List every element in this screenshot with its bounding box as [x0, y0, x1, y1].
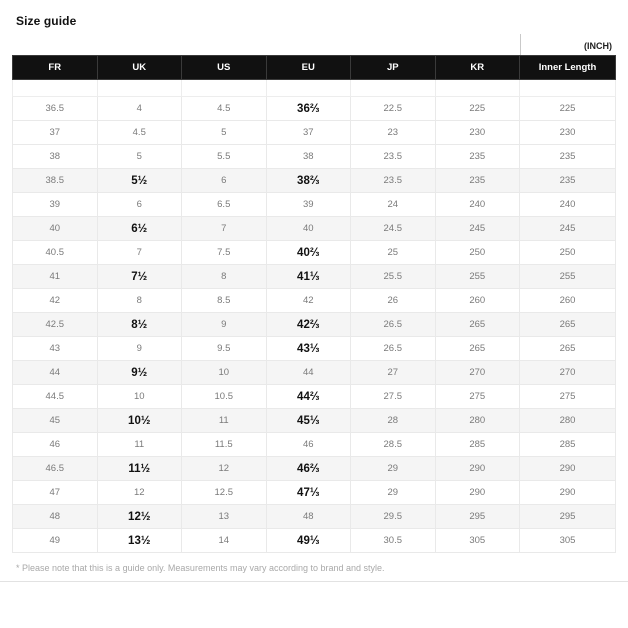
size-cell: 7: [182, 217, 267, 241]
table-row: [13, 433, 616, 457]
column-header: KR: [435, 56, 520, 80]
column-header: EU: [266, 56, 351, 80]
table-row: [13, 97, 616, 121]
size-cell: 23.5: [351, 145, 436, 169]
size-cell: 45⅓: [266, 409, 351, 433]
size-cell: 280: [520, 409, 616, 433]
size-cell: 255: [520, 265, 616, 289]
size-cell: 275: [520, 385, 616, 409]
size-cell: 4: [97, 97, 182, 121]
size-cell: 13½: [97, 529, 182, 553]
size-cell: 22.5: [351, 97, 436, 121]
spacer-cell: [97, 80, 182, 97]
size-cell: 295: [520, 505, 616, 529]
size-cell: 41: [13, 265, 98, 289]
size-cell: 13: [182, 505, 267, 529]
size-cell: 245: [435, 217, 520, 241]
inch-unit-label: (INCH): [584, 41, 612, 51]
size-cell: 6.5: [182, 193, 267, 217]
size-cell: 42: [266, 289, 351, 313]
size-cell: 38: [13, 145, 98, 169]
footnote: * Please note that this is a guide only. Measurements may vary according to brand and style.: [16, 563, 385, 573]
column-header: FR: [13, 56, 98, 80]
size-cell: 11: [182, 409, 267, 433]
page-title: Size guide: [16, 14, 77, 28]
size-cell: 290: [435, 457, 520, 481]
size-cell: 29: [351, 457, 436, 481]
size-cell: 49: [13, 529, 98, 553]
size-cell: 5: [97, 145, 182, 169]
table-row: [13, 121, 616, 145]
spacer-cell: [351, 80, 436, 97]
size-cell: 36.5: [13, 97, 98, 121]
size-cell: 27.5: [351, 385, 436, 409]
size-cell: 290: [520, 457, 616, 481]
size-cell: 270: [435, 361, 520, 385]
size-cell: 14: [182, 529, 267, 553]
table-row: [13, 361, 616, 385]
size-cell: 40: [13, 217, 98, 241]
size-cell: 10.5: [182, 385, 267, 409]
table-row: [13, 193, 616, 217]
size-cell: 240: [435, 193, 520, 217]
spacer-row: [13, 80, 616, 97]
size-cell: 26: [351, 289, 436, 313]
size-cell: 6½: [97, 217, 182, 241]
size-cell: 42⅔: [266, 313, 351, 337]
size-table-header: [13, 56, 616, 97]
spacer-cell: [13, 80, 98, 97]
size-cell: 240: [520, 193, 616, 217]
table-row: [13, 145, 616, 169]
size-cell: 36⅔: [266, 97, 351, 121]
table-row: [13, 409, 616, 433]
size-cell: 290: [520, 481, 616, 505]
size-cell: 290: [435, 481, 520, 505]
size-cell: 8: [97, 289, 182, 313]
size-cell: 235: [435, 169, 520, 193]
size-cell: 45: [13, 409, 98, 433]
size-cell: 44: [13, 361, 98, 385]
size-cell: 29: [351, 481, 436, 505]
table-row: [13, 241, 616, 265]
size-cell: 285: [435, 433, 520, 457]
size-cell: 250: [435, 241, 520, 265]
size-cell: 46: [266, 433, 351, 457]
size-cell: 37: [13, 121, 98, 145]
size-cell: 270: [520, 361, 616, 385]
size-cell: 40⅔: [266, 241, 351, 265]
table-row: [13, 505, 616, 529]
column-header: US: [182, 56, 267, 80]
size-cell: 10: [182, 361, 267, 385]
column-header: Inner Length: [520, 56, 616, 80]
size-cell: 260: [520, 289, 616, 313]
unit-row: [12, 34, 616, 55]
size-cell: 6: [182, 169, 267, 193]
table-row: [13, 265, 616, 289]
table-row: [13, 289, 616, 313]
size-cell: 44.5: [13, 385, 98, 409]
size-cell: 7.5: [182, 241, 267, 265]
size-cell: 225: [435, 97, 520, 121]
size-cell: 24: [351, 193, 436, 217]
size-cell: 30.5: [351, 529, 436, 553]
size-cell: 305: [520, 529, 616, 553]
table-row: [13, 217, 616, 241]
size-cell: 9: [182, 313, 267, 337]
size-cell: 235: [520, 145, 616, 169]
size-cell: 42: [13, 289, 98, 313]
size-cell: 10: [97, 385, 182, 409]
size-cell: 7: [97, 241, 182, 265]
size-cell: 5: [182, 121, 267, 145]
size-cell: 47⅓: [266, 481, 351, 505]
size-cell: 26.5: [351, 313, 436, 337]
size-cell: 46: [13, 433, 98, 457]
size-cell: 11.5: [182, 433, 267, 457]
table-row: [13, 385, 616, 409]
size-cell: 5½: [97, 169, 182, 193]
size-cell: 44: [266, 361, 351, 385]
size-cell: 29.5: [351, 505, 436, 529]
size-cell: 295: [435, 505, 520, 529]
header-row: [13, 56, 616, 80]
size-cell: 48: [13, 505, 98, 529]
size-cell: 9.5: [182, 337, 267, 361]
table-row: [13, 337, 616, 361]
size-cell: 11: [97, 433, 182, 457]
size-cell: 235: [435, 145, 520, 169]
size-cell: 37: [266, 121, 351, 145]
size-cell: 260: [435, 289, 520, 313]
size-cell: 4.5: [97, 121, 182, 145]
table-row: [13, 529, 616, 553]
size-cell: 26.5: [351, 337, 436, 361]
size-cell: 12½: [97, 505, 182, 529]
size-cell: 25: [351, 241, 436, 265]
size-cell: 23.5: [351, 169, 436, 193]
size-cell: 250: [520, 241, 616, 265]
size-cell: 47: [13, 481, 98, 505]
size-cell: 41⅓: [266, 265, 351, 289]
size-cell: 8.5: [182, 289, 267, 313]
size-cell: 4.5: [182, 97, 267, 121]
size-cell: 43⅓: [266, 337, 351, 361]
table-row: [13, 481, 616, 505]
size-cell: 28: [351, 409, 436, 433]
size-cell: 230: [435, 121, 520, 145]
bottom-divider: [0, 581, 628, 582]
column-header: JP: [351, 56, 436, 80]
size-cell: 39: [13, 193, 98, 217]
size-cell: 44⅔: [266, 385, 351, 409]
size-cell: 9½: [97, 361, 182, 385]
size-cell: 245: [520, 217, 616, 241]
size-cell: 40.5: [13, 241, 98, 265]
spacer-cell: [266, 80, 351, 97]
table-row: [13, 169, 616, 193]
size-cell: 12: [182, 457, 267, 481]
size-cell: 42.5: [13, 313, 98, 337]
size-cell: 24.5: [351, 217, 436, 241]
size-cell: 7½: [97, 265, 182, 289]
size-cell: 27: [351, 361, 436, 385]
size-cell: 38⅔: [266, 169, 351, 193]
size-cell: 48: [266, 505, 351, 529]
size-cell: 235: [520, 169, 616, 193]
size-cell: 280: [435, 409, 520, 433]
size-cell: 275: [435, 385, 520, 409]
size-cell: 285: [520, 433, 616, 457]
size-cell: 225: [520, 97, 616, 121]
size-cell: 8: [182, 265, 267, 289]
size-cell: 28.5: [351, 433, 436, 457]
size-cell: 43: [13, 337, 98, 361]
size-cell: 265: [435, 313, 520, 337]
size-cell: 39: [266, 193, 351, 217]
size-cell: 8½: [97, 313, 182, 337]
size-cell: 46.5: [13, 457, 98, 481]
table-row: [13, 457, 616, 481]
size-table-body: [13, 97, 616, 553]
size-cell: 23: [351, 121, 436, 145]
size-cell: 6: [97, 193, 182, 217]
inch-unit-label-box: [520, 34, 616, 55]
spacer-cell: [182, 80, 267, 97]
size-cell: 265: [435, 337, 520, 361]
size-cell: 46⅔: [266, 457, 351, 481]
size-cell: 255: [435, 265, 520, 289]
size-cell: 40: [266, 217, 351, 241]
size-cell: 230: [520, 121, 616, 145]
spacer-cell: [435, 80, 520, 97]
size-cell: 38.5: [13, 169, 98, 193]
size-cell: 9: [97, 337, 182, 361]
size-cell: 265: [520, 313, 616, 337]
size-cell: 10½: [97, 409, 182, 433]
size-cell: 25.5: [351, 265, 436, 289]
size-cell: 265: [520, 337, 616, 361]
table-row: [13, 313, 616, 337]
size-cell: 38: [266, 145, 351, 169]
size-cell: 12: [97, 481, 182, 505]
size-cell: 5.5: [182, 145, 267, 169]
size-cell: 305: [435, 529, 520, 553]
size-guide-table: [12, 55, 616, 553]
size-cell: 11½: [97, 457, 182, 481]
size-cell: 49⅓: [266, 529, 351, 553]
size-cell: 12.5: [182, 481, 267, 505]
spacer-cell: [520, 80, 616, 97]
column-header: UK: [97, 56, 182, 80]
